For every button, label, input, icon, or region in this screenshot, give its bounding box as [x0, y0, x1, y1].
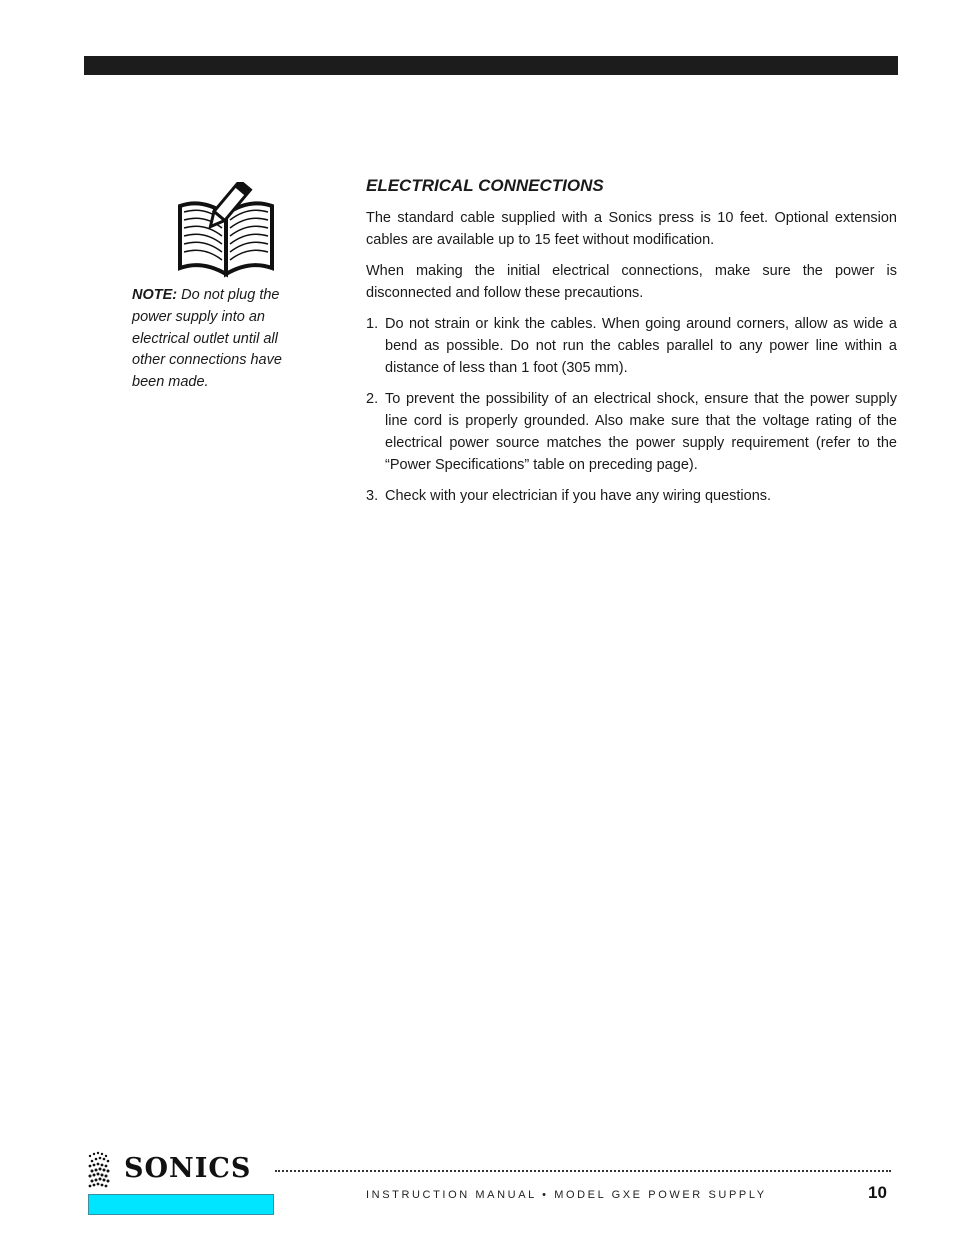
list-text: Check with your electrician if you have any wiring questions.: [385, 488, 772, 504]
note-label: NOTE:: [132, 287, 178, 303]
page-number: 10: [868, 1183, 887, 1202]
side-note: [132, 285, 312, 394]
section-title: ELECTRICAL CONNECTIONS: [366, 176, 604, 195]
footer-caption: INSTRUCTION MANUAL • MODEL GXE POWER SUPPLY: [366, 1189, 767, 1201]
note-text: Do not plug the power supply into an electrical outlet until all other connections have been made.: [132, 287, 282, 391]
list-number: 3.: [366, 488, 379, 504]
list-text: To prevent the possibility of an electrical shock, ensure that the power supply line cord is properly grounded. Also make sure that the voltage rating of the electrical power source matches the power supply requirement (refer to the “Power Specifications” table on preceding page).: [385, 391, 897, 473]
list-item: [366, 485, 897, 507]
footer-dotted-rule: [275, 1170, 891, 1172]
precautions-list: [366, 313, 897, 507]
list-item: [366, 388, 897, 476]
sonics-wave-logo-icon: [86, 1150, 126, 1190]
list-number: 1.: [366, 316, 379, 332]
header-bar: [84, 56, 898, 75]
sonics-logo-text: SONICS: [124, 1153, 252, 1184]
paragraph: The standard cable supplied with a Sonics press is 10 feet. Optional extension cables are available up to 15 feet without modification.: [366, 210, 897, 248]
footer-accent-bar: [88, 1194, 274, 1215]
paragraph: When making the initial electrical connections, make sure the power is disconnected and follow these precautions.: [366, 263, 897, 301]
list-item: [366, 313, 897, 379]
list-text: Do not strain or kink the cables. When going around corners, allow as wide a bend as possible. Do not run the cables parallel to any power line within a distance of less than 1 foot (305 mm).: [385, 316, 897, 376]
list-number: 2.: [366, 391, 379, 407]
book-pencil-icon: [176, 182, 276, 278]
main-content: [366, 174, 897, 516]
